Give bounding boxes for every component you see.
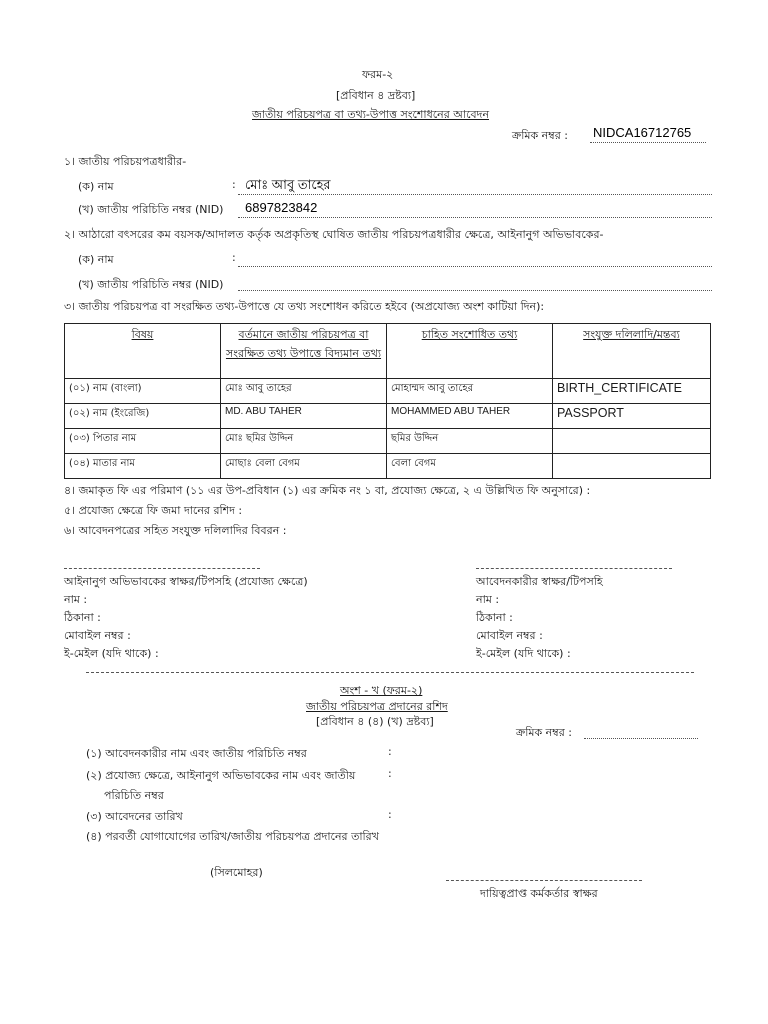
applicant-signature-title: আবেদনকারীর স্বাক্ষর/টিপসহি	[476, 575, 603, 588]
requested-cell: বেলা বেগম	[387, 454, 553, 479]
seal-label: (সিলমোহর)	[210, 866, 263, 879]
attachment-cell: BIRTH_CERTIFICATE	[553, 379, 711, 404]
receipt-serial-dotted-line	[584, 738, 698, 739]
current-cell: মোঃ ছমির উদ্দিন	[221, 429, 387, 454]
column-header-subject: বিষয়	[65, 324, 221, 379]
applicant-address-label: ঠিকানা :	[476, 611, 513, 624]
colon: :	[388, 767, 392, 780]
column-header-attachments: সংযুক্ত দলিলাদি/মন্তব্য	[553, 324, 711, 379]
current-cell: MD. ABU TAHER	[221, 404, 387, 429]
requested-cell: মোহাম্মদ আবু তাহের	[387, 379, 553, 404]
column-header-requested-info: চাহিত সংশোধিত তথ্য	[387, 324, 553, 379]
applicant-email-label: ই-মেইল (যদি থাকে) :	[476, 647, 571, 660]
table-row	[65, 379, 711, 404]
holder-name-value: মোঃ আবু তাহের	[245, 177, 331, 192]
colon: :	[232, 251, 236, 264]
colon: :	[388, 745, 392, 758]
holder-nid-label: (খ) জাতীয় পরিচিতি নম্বর (NID)	[78, 203, 224, 216]
colon: :	[388, 808, 392, 821]
requested-cell: MOHAMMED ABU TAHER	[387, 404, 553, 429]
serial-label: ক্রমিক নম্বর :	[512, 129, 568, 142]
section3-heading: ৩। জাতীয় পরিচয়পত্র বা সংরক্ষিত তথ্য-উপাত্তে যে তথ্য সংশোধন করিতে হইবে (অপ্রযোজ্য অংশ কাটিয়া দিন):	[64, 300, 545, 313]
guardian-mobile-label: মোবাইল নম্বর :	[64, 629, 131, 642]
applicant-name-label: নাম :	[476, 593, 500, 606]
current-cell: মোঃ আবু তাহের	[221, 379, 387, 404]
receipt-item-1: (১) আবেদনকারীর নাম এবং জাতীয় পরিচিতি নম্বর	[86, 747, 307, 760]
current-cell: মোছাঃ বেলা বেগম	[221, 454, 387, 479]
receipt-item-2: (২) প্রযোজ্য ক্ষেত্রে, আইনানুগ অভিভাবকের নাম এবং জাতীয়	[86, 769, 356, 782]
receipt-item-3: (৩) আবেদনের তারিখ	[86, 810, 183, 823]
receipt-rule-reference: [প্রবিধান ৪ (৪) (খ) দ্রষ্টব্য]	[316, 715, 434, 728]
section2-heading: ২। আঠারো বৎসরের কম বয়সক/আদালত কর্তৃক অপ্রকৃতিস্থ ঘোষিত জাতীয় পরিচয়পত্রধারীর ক্ষেত্রে, আইনানুগ অভিভাবকের-	[64, 228, 604, 241]
rule-reference: [প্রবিধান ৪ দ্রষ্টব্য]	[336, 89, 416, 102]
receipt-part: অংশ - খ (ফরম-২)	[340, 684, 423, 697]
officer-signature-line	[446, 880, 642, 881]
requested-cell: ছমির উদ্দিন	[387, 429, 553, 454]
subject-cell: (০১) নাম (বাংলা)	[65, 379, 221, 404]
guardian-name-label: (ক) নাম	[78, 253, 114, 266]
receipt-item-2-cont: পরিচিতি নম্বর	[104, 789, 164, 802]
receipt-title: জাতীয় পরিচয়পত্র প্রদানের রশিদ	[306, 700, 448, 713]
subject-cell: (০৪) মাতার নাম	[65, 454, 221, 479]
nid-dotted-line	[238, 217, 712, 218]
form-title: জাতীয় পরিচয়পত্র বা তথ্য-উপাত্ত সংশোধনের আবেদন	[252, 108, 490, 121]
holder-name-label: (ক) নাম	[78, 180, 114, 193]
guardian-signature-title: আইনানুগ অভিভাবকের স্বাক্ষর/টিপসহি (প্রযোজ্য ক্ষেত্রে)	[64, 575, 308, 588]
table-row	[65, 404, 711, 429]
guardian-nid-label: (খ) জাতীয় পরিচিতি নম্বর (NID)	[78, 278, 224, 291]
subject-cell: (০৩) পিতার নাম	[65, 429, 221, 454]
correction-table	[64, 323, 711, 479]
guardian-email-label: ই-মেইল (যদি থাকে) :	[64, 647, 159, 660]
receipt-serial-label: ক্রমিক নম্বর :	[516, 726, 572, 739]
colon: :	[232, 178, 236, 191]
table-row	[65, 429, 711, 454]
cut-line	[86, 672, 694, 673]
guardian-nid-dotted-line	[238, 290, 712, 291]
guardian-name-label: নাম :	[64, 593, 88, 606]
section5-receipt: ৫। প্রযোজ্য ক্ষেত্রে ফি জমা দানের রশিদ :	[64, 504, 243, 517]
applicant-signature-line	[476, 568, 672, 569]
attachment-cell: PASSPORT	[553, 404, 711, 429]
officer-signature-label: দায়িত্বপ্রাপ্ত কর্মকর্তার স্বাক্ষর	[480, 887, 598, 900]
serial-value: NIDCA16712765	[593, 125, 692, 140]
name-dotted-line	[238, 194, 712, 195]
guardian-address-label: ঠিকানা :	[64, 611, 101, 624]
subject-cell: (০২) নাম (ইংরেজি)	[65, 404, 221, 429]
section1-heading: ১। জাতীয় পরিচয়পত্রধারীর-	[64, 155, 187, 168]
applicant-mobile-label: মোবাইল নম্বর :	[476, 629, 543, 642]
table-row	[65, 454, 711, 479]
serial-dotted-line	[590, 142, 706, 143]
section4-fee: ৪। জমাকৃত ফি এর পরিমাণ (১১ এর উপ-প্রবিধান (১) এর ক্রমিক নং ১ বা, প্রযোজ্য ক্ষেত্রে, ২ এ উল্লিখিত ফি অনুসারে) :	[64, 484, 591, 497]
holder-nid-value: 6897823842	[245, 200, 318, 215]
guardian-name-dotted-line	[238, 266, 712, 267]
guardian-signature-line	[64, 568, 260, 569]
receipt-item-4: (৪) পরবর্তী যোগাযোগের তারিখ/জাতীয় পরিচয়পত্র প্রদানের তারিখ	[86, 830, 379, 843]
form-number: ফরম-২	[362, 68, 394, 81]
attachment-cell	[553, 454, 711, 479]
section6-documents: ৬। আবেদনপত্রের সহিত সংযুক্ত দলিলাদির বিবরন :	[64, 524, 287, 537]
attachment-cell	[553, 429, 711, 454]
column-header-current-info: বর্তমানে জাতীয় পরিচয়পত্র বা সংরক্ষিত তথ্য উপাত্তে বিদ্যমান তথ্য	[221, 324, 387, 379]
